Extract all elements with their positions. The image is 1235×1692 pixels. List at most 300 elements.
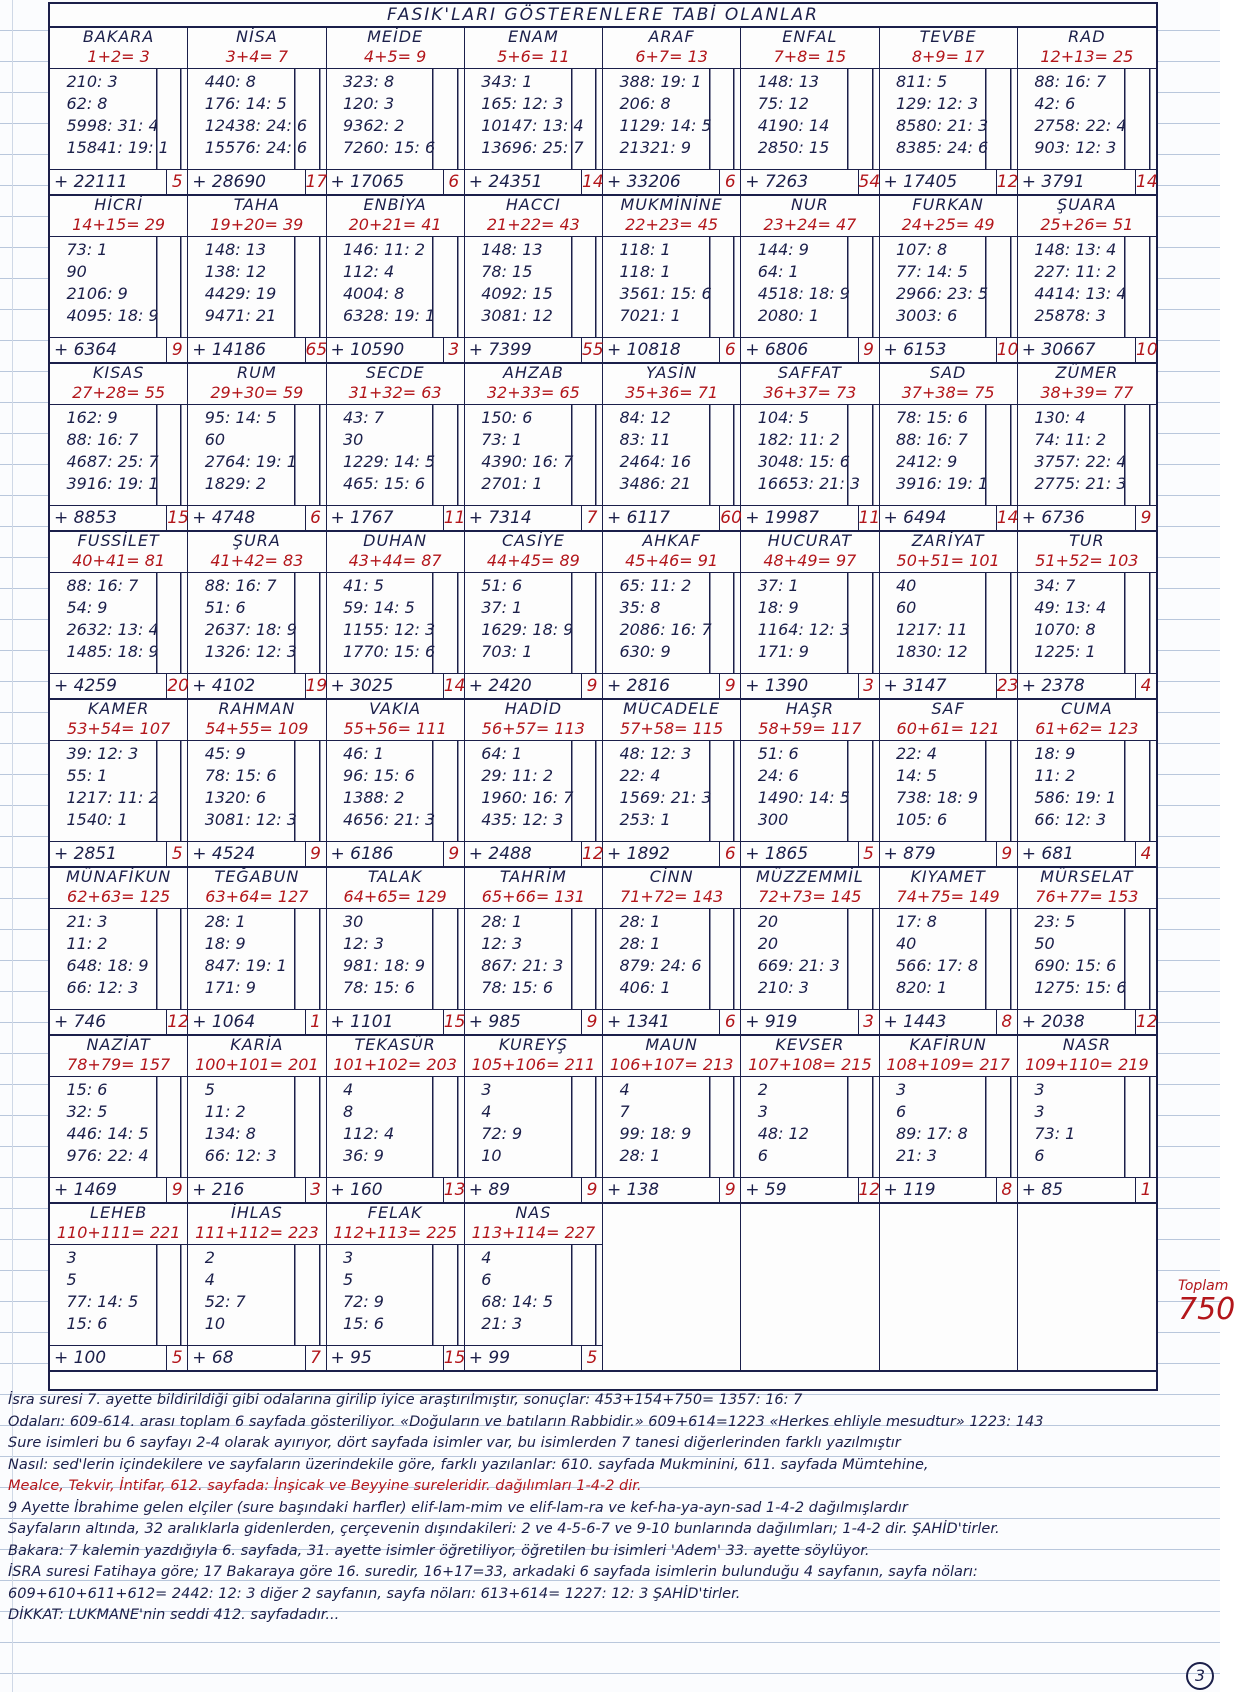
value-line: 95: 14: 5 [204, 408, 277, 427]
note-line: Bakara: 7 kalemin yazdığıyla 6. sayfada, 31. ayette isimler öğretiliyor, öğretilen bu isimleri 'Adem' 33. ayette söylüyor. [8, 1542, 870, 1559]
surah-cell [603, 364, 741, 532]
surah-total: + 28690 [192, 172, 266, 192]
surah-cell [880, 28, 1018, 196]
surah-sum: 112+113= 225 [327, 1222, 464, 1245]
surah-footer [50, 673, 187, 698]
surah-sum: 64+65= 129 [327, 886, 464, 909]
surah-cell [465, 1204, 603, 1372]
surah-name: SECDE [365, 363, 425, 382]
value-line: 24: 6 [757, 766, 799, 785]
surah-total: + 985 [468, 1012, 521, 1032]
surah-name: ŞURA [232, 531, 281, 550]
surah-sum: 36+37= 73 [741, 382, 878, 405]
surah-count: 19 [305, 676, 328, 696]
surah-sum: 113+114= 227 [465, 1222, 602, 1245]
surah-values [327, 573, 464, 673]
surah-name: ŞUARA [1056, 195, 1117, 214]
surah-sum: 53+54= 107 [50, 718, 187, 741]
surah-sum: 61+62= 123 [1018, 718, 1156, 741]
value-line: 112: 4 [342, 1124, 395, 1143]
surah-values [465, 1245, 602, 1345]
value-line: 15841: 19: 1 [66, 138, 169, 157]
value-line: 72: 9 [481, 1124, 523, 1143]
surah-footer [880, 337, 1017, 362]
surah-sum: 37+38= 75 [880, 382, 1017, 405]
surah-count: 6 [305, 506, 326, 530]
surah-name: SAF [931, 699, 965, 718]
surah-cell [465, 868, 603, 1036]
surah-values [327, 909, 464, 1009]
value-line: 17: 8 [895, 912, 937, 931]
surah-name: KIYAMET [910, 867, 986, 886]
surah-count: 3 [858, 1010, 879, 1034]
surah-sum: 29+30= 59 [188, 382, 325, 405]
value-line: 1629: 18: 9 [481, 620, 574, 639]
surah-cell [50, 196, 188, 364]
surah-count: 8 [996, 1178, 1017, 1202]
value-line: 50 [1034, 934, 1055, 953]
value-line: 14: 5 [895, 766, 937, 785]
surah-sum: 100+101= 201 [188, 1054, 325, 1077]
value-line: 2966: 23: 5 [895, 284, 989, 303]
surah-values [50, 741, 187, 841]
surah-cell [188, 868, 326, 1036]
surah-sum: 23+24= 47 [741, 214, 878, 237]
surah-cell [603, 532, 741, 700]
surah-name: CASİYE [501, 531, 565, 550]
surah-total: + 85 [1021, 1180, 1064, 1200]
surah-cell [603, 1036, 741, 1204]
surah-values [465, 69, 602, 169]
surah-name: AHKAF [642, 531, 701, 550]
surah-footer [465, 841, 602, 866]
surah-sum: 12+13= 25 [1018, 46, 1156, 69]
value-line: 22: 4 [895, 744, 937, 763]
surah-footer [327, 1177, 464, 1202]
value-line: 4 [619, 1080, 630, 1099]
surah-values [188, 405, 325, 505]
surah-cell [50, 532, 188, 700]
surah-footer [188, 1177, 325, 1202]
surah-sum: 76+77= 153 [1018, 886, 1156, 909]
surah-count: 6 [719, 1010, 740, 1034]
surah-cell [603, 700, 741, 868]
value-line: 811: 5 [895, 72, 948, 91]
surah-sum: 6+7= 13 [603, 46, 740, 69]
surah-values [188, 741, 325, 841]
value-line: 4518: 18: 9 [757, 284, 850, 303]
value-line: 78: 15: 6 [342, 978, 415, 997]
value-line: 465: 15: 6 [342, 474, 425, 493]
surah-name: NAZİAT [86, 1035, 151, 1054]
surah-values [465, 237, 602, 337]
surah-total: + 2816 [607, 676, 670, 696]
surah-count: 1 [1135, 1178, 1156, 1202]
value-line: 8580: 21: 3 [895, 116, 989, 135]
surah-sum: 101+102= 203 [327, 1054, 464, 1077]
value-line: 976: 22: 4 [66, 1146, 149, 1165]
value-line: 51: 6 [204, 598, 246, 617]
value-line: 3 [895, 1080, 907, 1099]
surah-sum: 20+21= 41 [327, 214, 464, 237]
value-line: 3916: 19: 1 [895, 474, 989, 493]
value-line: 28: 1 [619, 1146, 661, 1165]
surah-values [188, 1077, 325, 1177]
surah-total: + 33206 [607, 172, 681, 192]
surah-footer [327, 169, 464, 194]
value-line: 879: 24: 6 [619, 956, 702, 975]
surah-values [741, 69, 878, 169]
surah-cell [50, 868, 188, 1036]
value-line: 59: 14: 5 [342, 598, 415, 617]
surah-sum: 7+8= 15 [741, 46, 878, 69]
value-line: 440: 8 [204, 72, 256, 91]
surah-count: 12 [996, 172, 1019, 192]
surah-values [327, 69, 464, 169]
value-line: 11: 2 [1034, 766, 1076, 785]
surah-footer [1018, 1009, 1156, 1034]
surah-total: + 6117 [607, 508, 670, 528]
value-line: 20 [757, 912, 779, 931]
surah-name: CUMA [1061, 699, 1113, 718]
surah-footer [880, 673, 1017, 698]
surah-cell [50, 28, 188, 196]
surah-values [327, 405, 464, 505]
surah-name: RAHMAN [218, 699, 296, 718]
value-line: 22: 4 [619, 766, 661, 785]
value-line: 227: 11: 2 [1034, 262, 1117, 281]
note-line: Odaları: 609-614. arası toplam 6 sayfada gösteriliyor. «Doğuların ve batıların Rabbidir.» 609+614=1223 «Herkes ehliyle mesudtur» 1223: 143 [8, 1413, 1044, 1430]
note-line: 609+610+611+612= 2442: 12: 3 diğer 2 sayfanın, sayfa nöları: 613+614= 1227: 12: 3 ŞAHİD'tirler. [8, 1585, 741, 1602]
value-line: 4 [481, 1248, 492, 1267]
value-line: 3 [481, 1080, 492, 1099]
surah-footer [188, 505, 325, 530]
surah-count: 7 [581, 506, 602, 530]
surah-sum: 21+22= 43 [465, 214, 602, 237]
value-line: 25878: 3 [1034, 306, 1106, 325]
surah-total: + 2378 [1021, 676, 1085, 696]
value-line: 46: 1 [342, 744, 384, 763]
surah-values [741, 909, 878, 1009]
surah-name: RUM [237, 363, 277, 382]
value-line: 4 [342, 1080, 354, 1099]
surah-count: 8 [996, 1010, 1017, 1034]
surah-values [50, 405, 187, 505]
surah-count: 5 [581, 1346, 602, 1370]
surah-count: 3 [443, 338, 464, 362]
value-line: 6 [481, 1270, 492, 1289]
value-line: 171: 9 [204, 978, 256, 997]
surah-values [188, 237, 325, 337]
surah-total: + 3791 [1021, 172, 1085, 192]
value-line: 99: 18: 9 [619, 1124, 692, 1143]
surah-values [465, 573, 602, 673]
value-line: 40 [895, 934, 917, 953]
value-line: 4429: 19 [204, 284, 277, 303]
surah-values [188, 1245, 325, 1345]
value-line: 88: 16: 7 [66, 430, 139, 449]
surah-sum: 62+63= 125 [50, 886, 187, 909]
value-line: 35: 8 [619, 598, 661, 617]
value-line: 18: 9 [204, 934, 246, 953]
value-line: 5 [342, 1270, 354, 1289]
surah-name: HAŞR [785, 699, 834, 718]
value-line: 7 [619, 1102, 630, 1121]
surah-values [50, 909, 187, 1009]
surah-footer [188, 169, 328, 194]
value-line: 903: 12: 3 [1034, 138, 1117, 157]
surah-values [741, 573, 878, 673]
surah-total: + 1767 [330, 508, 394, 528]
surah-sum: 107+108= 215 [741, 1054, 878, 1077]
value-line: 74: 11: 2 [1034, 430, 1107, 449]
surah-footer [50, 1177, 187, 1202]
value-line: 648: 18: 9 [66, 956, 149, 975]
value-line: 104: 5 [757, 408, 809, 427]
surah-count: 11 [858, 508, 881, 528]
surah-sum: 8+9= 17 [880, 46, 1017, 69]
surah-footer [880, 841, 1017, 866]
surah-total: + 6806 [745, 340, 809, 360]
surah-footer [741, 841, 878, 866]
value-line: 42: 6 [1034, 94, 1076, 113]
value-line: 3081: 12: 3 [204, 810, 297, 829]
surah-footer [50, 169, 187, 194]
surah-count: 5 [858, 842, 879, 866]
surah-count: 14 [443, 676, 466, 696]
surah-total: + 24351 [468, 172, 543, 192]
surah-count: 12 [858, 1180, 881, 1200]
surah-cell [327, 1036, 465, 1204]
surah-footer [741, 1009, 878, 1034]
value-line: 18: 9 [1034, 744, 1076, 763]
surah-name: SAD [929, 363, 967, 382]
surah-total: + 138 [607, 1180, 660, 1200]
value-line: 171: 9 [757, 642, 809, 661]
value-line: 10147: 13: 4 [481, 116, 584, 135]
surah-sum: 32+33= 65 [465, 382, 602, 405]
value-line: 148: 13 [204, 240, 267, 259]
value-line: 52: 7 [204, 1292, 246, 1311]
surah-name: FURKAN [912, 195, 984, 214]
surah-total: + 4259 [54, 676, 117, 696]
surah-count: 9 [581, 1178, 602, 1202]
surah-sum: 50+51= 101 [880, 550, 1017, 573]
surah-name: ARAF [648, 27, 695, 46]
value-line: 40 [895, 576, 917, 595]
surah-name: TEVBE [919, 27, 977, 46]
surah-cell [603, 28, 741, 196]
value-line: 34: 7 [1034, 576, 1076, 595]
surah-sum: 27+28= 55 [50, 382, 187, 405]
value-line: 10 [204, 1314, 226, 1333]
surah-cell [327, 532, 465, 700]
value-line: 388: 19: 1 [619, 72, 702, 91]
surah-count: 5 [166, 842, 187, 866]
surah-cell [741, 868, 879, 1036]
value-line: 150: 6 [481, 408, 533, 427]
value-line: 21: 3 [895, 1146, 937, 1165]
value-line: 6328: 19: 1 [342, 306, 436, 325]
value-line: 55: 1 [66, 766, 108, 785]
surah-footer [188, 841, 325, 866]
value-line: 20 [757, 934, 779, 953]
surah-cell [50, 364, 188, 532]
surah-count: 4 [1135, 674, 1156, 698]
surah-count: 9 [443, 842, 464, 866]
value-line: 586: 19: 1 [1034, 788, 1117, 807]
value-line: 3 [66, 1248, 77, 1267]
value-line: 29: 11: 2 [481, 766, 554, 785]
surah-count: 9 [305, 842, 326, 866]
surah-footer [1018, 505, 1156, 530]
surah-count: 12 [582, 844, 604, 864]
surah-sum: 4+5= 9 [327, 46, 464, 69]
surah-values [741, 741, 878, 841]
surah-footer [741, 1177, 881, 1202]
surah-name: KAFİRUN [909, 1035, 987, 1054]
surah-values [741, 1077, 878, 1177]
table-title: FASIK'LARI GÖSTERENLERE TABİ OLANLAR [50, 4, 1156, 28]
surah-total: + 216 [192, 1180, 245, 1200]
value-line: 1217: 11: 2 [66, 788, 159, 807]
value-line: 37: 1 [481, 598, 523, 617]
value-line: 75: 12 [757, 94, 809, 113]
value-line: 182: 11: 2 [757, 430, 840, 449]
surah-total: + 59 [745, 1180, 787, 1200]
surah-sum: 71+72= 143 [603, 886, 740, 909]
value-line: 73: 1 [66, 240, 108, 259]
surah-values [188, 573, 325, 673]
surah-footer [188, 1345, 325, 1370]
surah-cell [465, 532, 603, 700]
surah-cell [880, 196, 1018, 364]
surah-name: MUKMİNİNE [620, 195, 723, 214]
surah-values [603, 237, 740, 337]
surah-count: 15 [443, 1348, 466, 1368]
surah-cell [188, 532, 326, 700]
value-line: 51: 6 [481, 576, 523, 595]
surah-total: + 4524 [192, 844, 256, 864]
value-line: 39: 12: 3 [66, 744, 139, 763]
value-line: 12438: 24: 6 [204, 116, 308, 135]
surah-name: TEKASÜR [354, 1035, 436, 1054]
surah-name: KISAS [92, 363, 145, 382]
value-line: 73: 1 [1034, 1124, 1076, 1143]
surah-values [603, 69, 740, 169]
value-line: 89: 17: 8 [895, 1124, 968, 1143]
value-line: 66: 12: 3 [204, 1146, 277, 1165]
surah-count: 9 [166, 1178, 187, 1202]
surah-footer [465, 337, 602, 362]
surah-cell [327, 196, 465, 364]
surah-values [880, 1077, 1017, 1177]
surah-cell [880, 532, 1018, 700]
surah-footer [880, 505, 1017, 530]
value-line: 253: 1 [619, 810, 671, 829]
surah-values [880, 69, 1017, 169]
surah-name: VAKIA [369, 699, 422, 718]
surah-total: + 89 [468, 1180, 511, 1200]
surah-count: 12 [1136, 1012, 1158, 1032]
value-line: 1070: 8 [1034, 620, 1096, 639]
note-line: İsra suresi 7. ayette bildirildiği gibi odalarına girilip iyice araştırılmıştır, sonuçlar: 453+154+750= 1357: 16: 7 [8, 1392, 803, 1408]
value-line: 41: 5 [342, 576, 384, 595]
value-line: 446: 14: 5 [66, 1124, 149, 1143]
value-line: 1569: 21: 3 [619, 788, 712, 807]
surah-values [1018, 909, 1156, 1009]
surah-cell [741, 196, 879, 364]
value-line: 5998: 31: 4 [66, 116, 159, 135]
surah-footer [465, 1345, 602, 1370]
surah-sum: 14+15= 29 [50, 214, 187, 237]
surah-footer [188, 1009, 325, 1034]
surah-footer [465, 1009, 602, 1034]
value-line: 1155: 12: 3 [342, 620, 436, 639]
value-line: 6 [757, 1146, 768, 1165]
value-line: 120: 3 [342, 94, 395, 113]
value-line: 435: 12: 3 [481, 810, 564, 829]
surah-total: + 6186 [330, 844, 394, 864]
surah-total: + 6736 [1021, 508, 1085, 528]
value-line: 30 [342, 912, 364, 931]
surah-count: 6 [719, 338, 740, 362]
value-line: 1229: 14: 5 [342, 452, 436, 471]
surah-cell [741, 1036, 879, 1204]
value-line: 66: 12: 3 [1034, 810, 1107, 829]
value-line: 1830: 12 [895, 642, 968, 661]
value-line: 300 [757, 810, 789, 829]
value-line: 2775: 21: 3 [1034, 474, 1127, 493]
value-line: 21: 3 [66, 912, 108, 931]
surah-count: 5 [166, 170, 187, 194]
surah-cell [327, 364, 465, 532]
value-line: 21: 3 [481, 1314, 523, 1333]
surah-name: MÜZZEMMİL [755, 867, 864, 886]
surah-cell [188, 364, 326, 532]
surah-total: + 879 [883, 844, 936, 864]
surah-footer [465, 673, 602, 698]
surah-cell [603, 868, 741, 1036]
surah-values [50, 69, 187, 169]
value-line: 2850: 15 [757, 138, 830, 157]
surah-sum: 24+25= 49 [880, 214, 1017, 237]
value-line: 3 [1034, 1080, 1045, 1099]
value-line: 343: 1 [481, 72, 533, 91]
surah-cell [465, 196, 603, 364]
value-line: 28: 1 [204, 912, 246, 931]
surah-sum: 5+6= 11 [465, 46, 602, 69]
surah-footer [465, 505, 602, 530]
surah-values [603, 573, 740, 673]
surah-total: + 95 [330, 1348, 372, 1368]
surah-total: + 2488 [468, 844, 532, 864]
value-line: 4092: 15 [481, 284, 553, 303]
surah-name: MÜNAFİKUN [66, 867, 172, 886]
value-line: 2106: 9 [66, 284, 128, 303]
surah-footer [603, 673, 740, 698]
surah-total: + 2851 [54, 844, 117, 864]
surah-values [188, 909, 325, 1009]
surah-sum: 22+23= 45 [603, 214, 740, 237]
value-line: 28: 1 [619, 934, 661, 953]
grand-total-value: 750 [1178, 1292, 1235, 1327]
surah-count: 12 [167, 1012, 189, 1032]
surah-values [603, 741, 740, 841]
value-line: 2637: 18: 9 [204, 620, 297, 639]
surah-sum: 72+73= 145 [741, 886, 878, 909]
surah-sum: 31+32= 63 [327, 382, 464, 405]
